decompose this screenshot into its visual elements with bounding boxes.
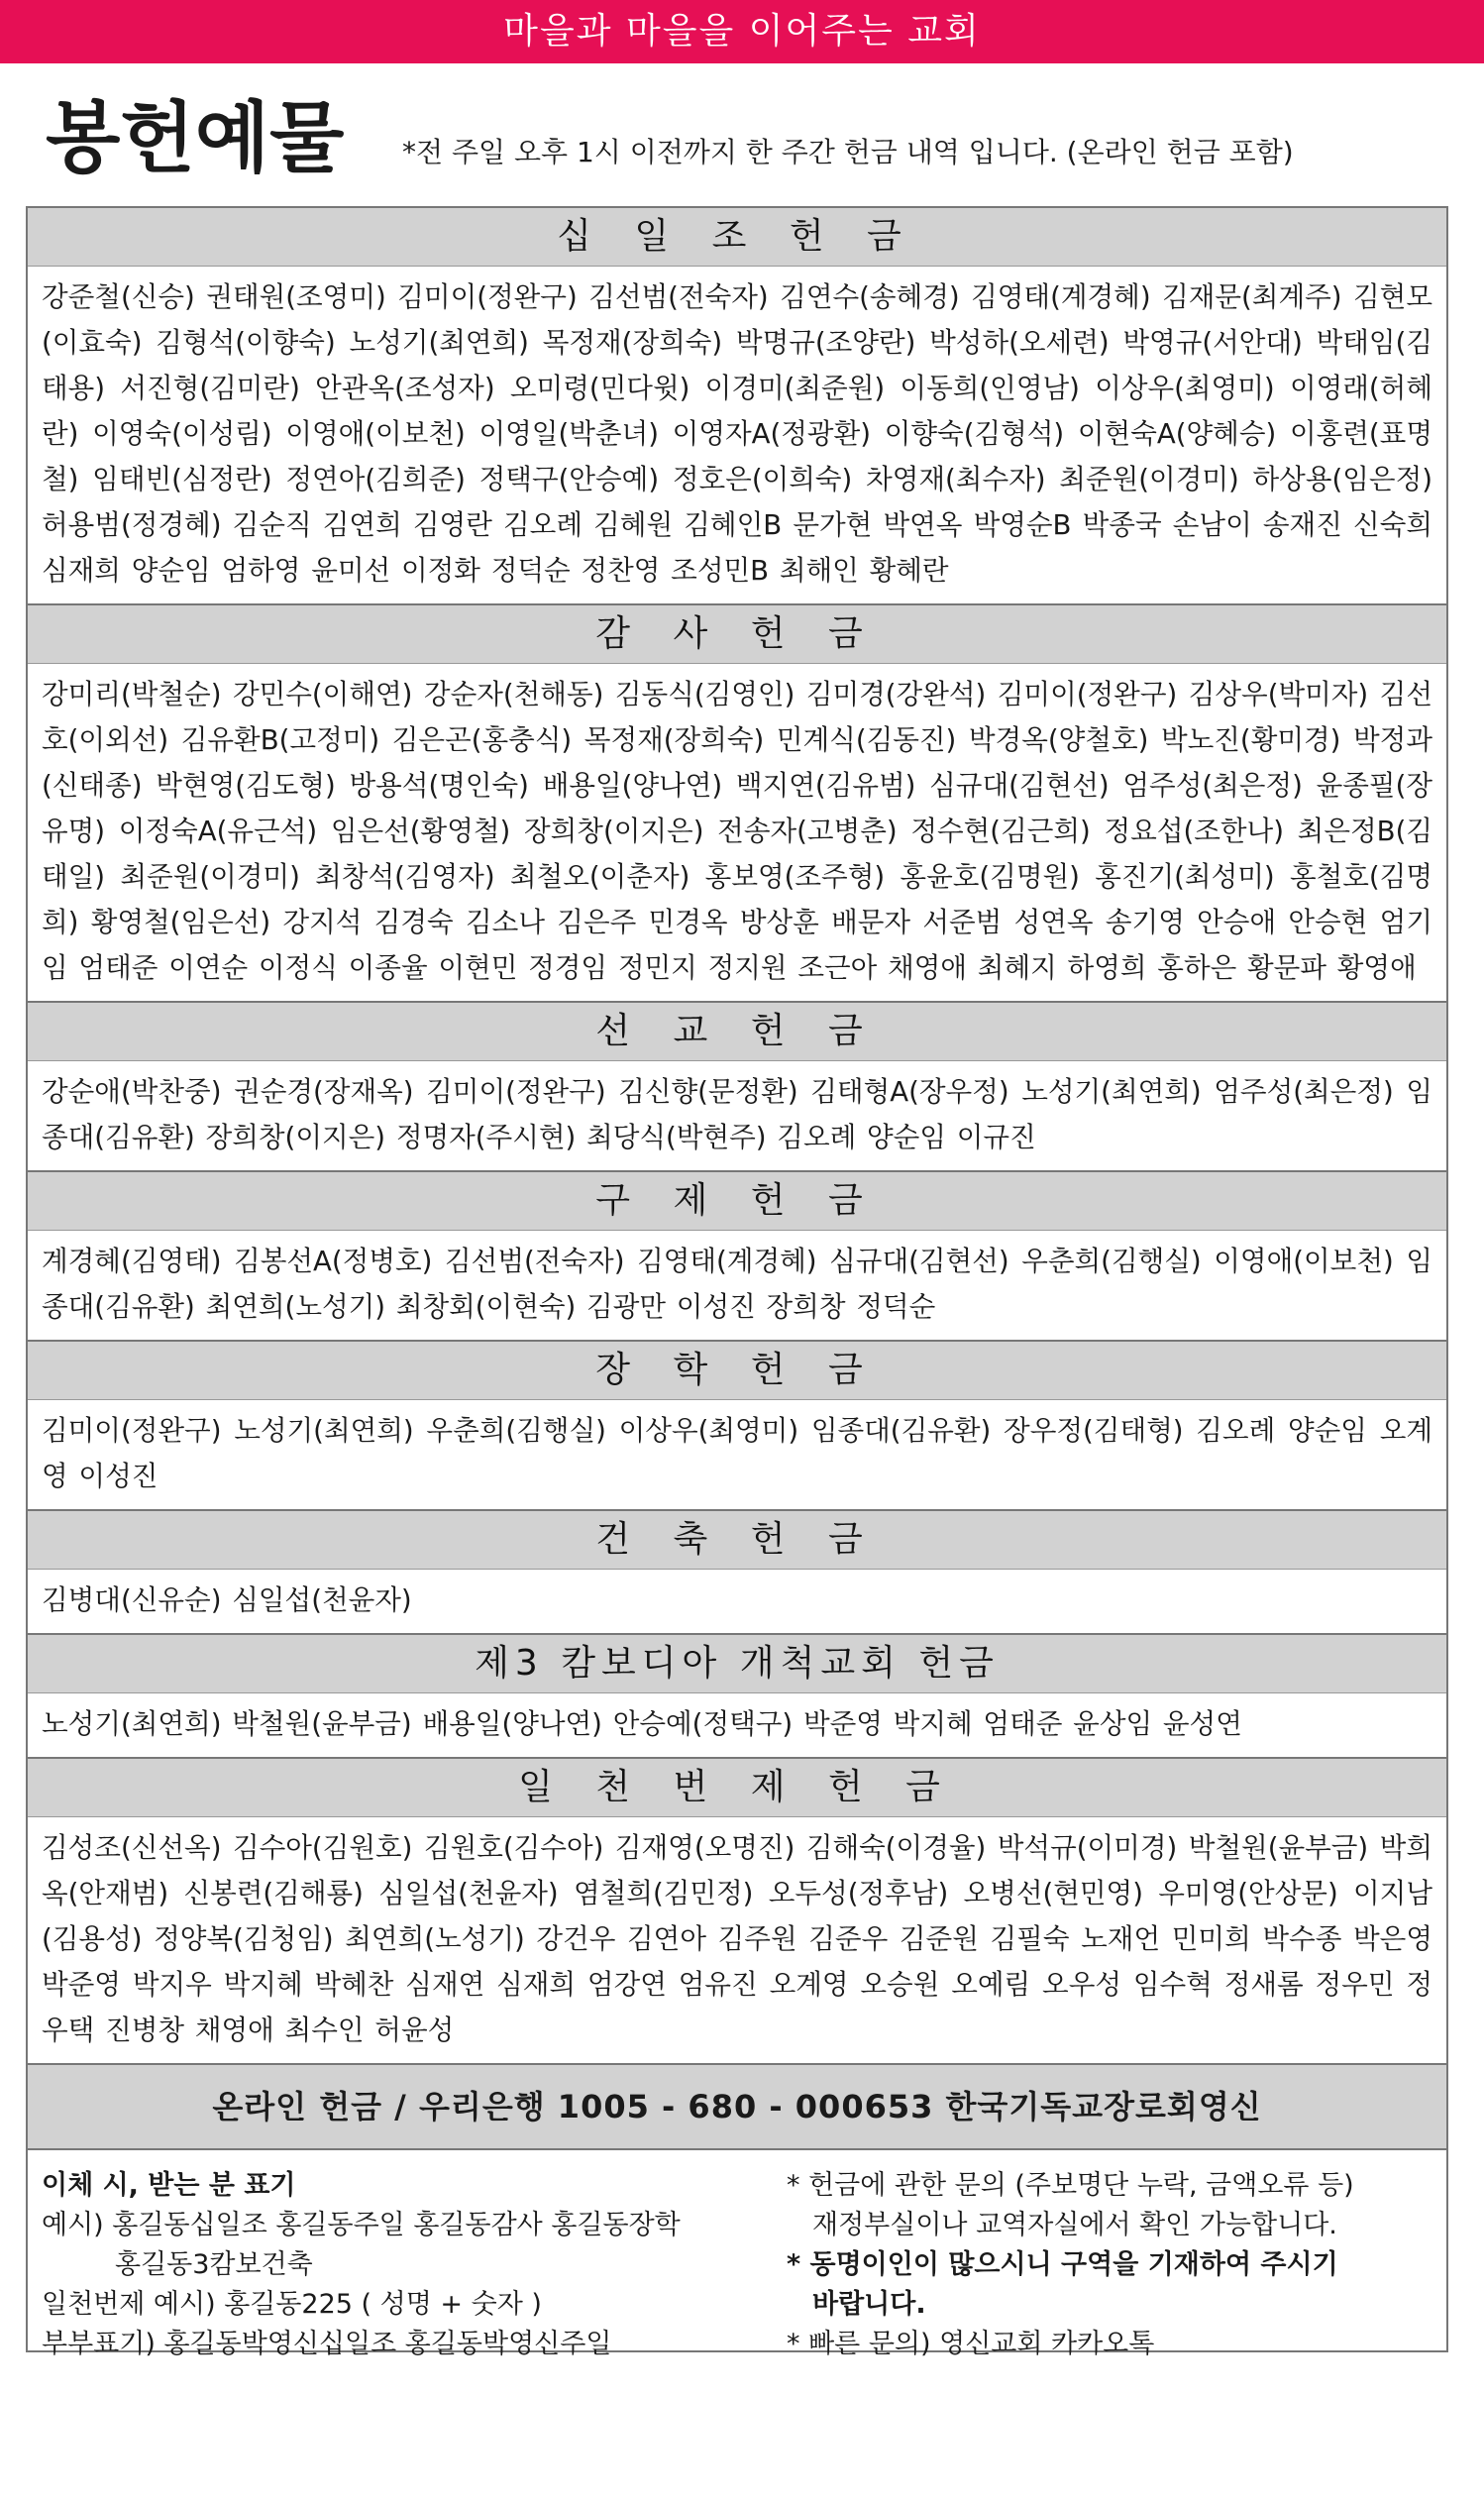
inquiry-notes: [787, 2166, 1432, 2359]
transfer-example: 예시) 홍길동십일조 홍길동주일 홍길동감사 홍길동장학: [42, 2210, 681, 2240]
inquiry-note: * 헌금에 관한 문의 (주보명단 누락, 금액오류 등): [787, 2170, 1354, 2201]
transfer-example-cont: 홍길동3캄보건축: [115, 2249, 313, 2280]
homonym-note-cont: 바랍니다.: [812, 2289, 926, 2320]
couple-example: 부부표기) 홍길동박영신십일조 홍길동박영신주일: [42, 2329, 612, 2359]
thousand-example: 일천번제 예시) 홍길동225 ( 성명 + 숫자 ): [42, 2289, 542, 2320]
building-names: 김병대(신유순) 심일섭(천윤자): [28, 1570, 1446, 1635]
top-banner: 마을과 마을을 이어주는 교회: [0, 0, 1484, 63]
mission-heading: 선 교 헌 금: [28, 1003, 1446, 1061]
mission-names: 강순애(박찬중) 권순경(장재옥) 김미이(정완구) 김신향(문정환) 김태형A(장우정) 노성기(최연희) 엄주성(최은정) 임종대(김유환) 장희창(이지은) 정명자(주시현) 최당식(박현주) 김오례 양순임 이규진: [28, 1061, 1446, 1172]
thousand-names: 김성조(신선옥) 김수아(김원호) 김원호(김수아) 김재영(오명진) 김해숙(이경율) 박석규(이미경) 박철원(윤부금) 박희옥(안재범) 신봉련(김해룡) 심일섭(천윤자) 염철희(김민정) 오두성(정후남) 오병선(현민영) 우미영(안상문) 이지남(김용성) 정양복(김청임) 최연희(노성기) 강건우 김연아 김주원 김준우 김준원 김필숙 노재언 민미희 박수종 박은영 박준영 박지우 박지혜 박혜찬 심재연 심재희 엄강연 엄유진 오계영 오승원 오예림 오우성 임수혁 정새롬 정우민 정우택 진병창 채영애 최수인 허윤성: [28, 1817, 1446, 2065]
homonym-note: * 동명이인이 많으시니 구역을 기재하여 주시기: [787, 2249, 1338, 2280]
offering-sheet: [26, 206, 1448, 2359]
cambodia-heading: 제3 캄보디아 개척교회 헌금: [28, 1635, 1446, 1693]
scholarship-heading: 장 학 헌 금: [28, 1342, 1446, 1400]
thousand-heading: 일 천 번 제 헌 금: [28, 1759, 1446, 1817]
thanks-names: 강미리(박철순) 강민수(이해연) 강순자(천해동) 김동식(김영인) 김미경(강완석) 김미이(정완구) 김상우(박미자) 김선호(이외선) 김유환B(고정미) 김은곤(홍충식) 목정재(장희숙) 민계식(김동진) 박경옥(양철호) 박노진(황미경) 박정과(신태종) 박현영(김도형) 방용석(명인숙) 배용일(양나연) 백지연(김유범) 심규대(김현선) 엄주성(최은정) 윤종필(장유명) 이정숙A(유근석) 임은선(황영철) 장희창(이지은) 전송자(고병춘) 정수현(김근희) 정요섭(조한나) 최은정B(김태일) 최준원(이경미) 최창석(김영자) 최철오(이춘자) 홍보영(조주형) 홍윤호(김명원) 홍진기(최성미) 홍철호(김명희) 황영철(임은선) 강지석 김경숙 김소나 김은주 민경옥 방상훈 배문자 서준범 성연옥 송기영 안승애 안승현 엄기임 엄태준 이연순 이정식 이종율 이현민 정경임 정민지 정지원 조근아 채영애 최혜지 하영희 홍하은 황문파 황영애: [28, 664, 1446, 1003]
inquiry-note-cont: 재정부실이나 교역자실에서 확인 가능합니다.: [812, 2210, 1337, 2240]
online-giving-account: 온라인 헌금 / 우리은행 1005 - 680 - 000653 한국기독교장로회영신: [28, 2065, 1446, 2150]
building-heading: 건 축 헌 금: [28, 1511, 1446, 1570]
tithe-names: 강준철(신승) 권태원(조영미) 김미이(정완구) 김선범(전숙자) 김연수(송혜경) 김영태(계경혜) 김재문(최계주) 김현모(이효숙) 김형석(이향숙) 노성기(최연희) 목정재(장희숙) 박명규(조양란) 박성하(오세련) 박영규(서안대) 박태임(김태용) 서진형(김미란) 안관옥(조성자) 오미령(민다윗) 이경미(최준원) 이동희(인영남) 이상우(최영미) 이영래(허혜란) 이영숙(이성림) 이영애(이보천) 이영일(박춘녀) 이영자A(정광환) 이향숙(김형석) 이현숙A(양혜승) 이홍련(표명철) 임태빈(심정란) 정연아(김희준) 정택구(안승예) 정호은(이희숙) 차영재(최수자) 최준원(이경미) 하상용(임은정) 허용범(정경혜) 김순직 김연희 김영란 김오례 김혜원 김혜인B 문가현 박연옥 박영순B 박종국 손남이 송재진 신숙희 심재희 양순임 엄하영 윤미선 이정화 정덕순 정찬영 조성민B 최해인 황혜란: [28, 267, 1446, 605]
page-note: *전 주일 오후 1시 이전까지 한 주간 헌금 내역 입니다. (온라인 헌금 포함): [402, 136, 1294, 168]
kakao-note: * 빠른 문의) 영신교회 카카오톡: [787, 2329, 1155, 2359]
footer-notes: [28, 2150, 1446, 2359]
page-title: 봉헌예물: [46, 94, 345, 183]
scholarship-names: 김미이(정완구) 노성기(최연희) 우춘희(김행실) 이상우(최영미) 임종대(김유환) 장우정(김태형) 김오례 양순임 오계영 이성진: [28, 1400, 1446, 1511]
thanks-heading: 감 사 헌 금: [28, 605, 1446, 664]
relief-heading: 구 제 헌 금: [28, 1172, 1446, 1231]
tithe-heading: 십 일 조 헌 금: [28, 208, 1446, 267]
relief-names: 계경혜(김영태) 김봉선A(정병호) 김선범(전숙자) 김영태(계경혜) 심규대(김현선) 우춘희(김행실) 이영애(이보천) 임종대(김유환) 최연희(노성기) 최창회(이현숙) 김광만 이성진 장희창 정덕순: [28, 1231, 1446, 1342]
transfer-guide: [42, 2166, 787, 2359]
cambodia-names: 노성기(최연희) 박철원(윤부금) 배용일(양나연) 안승예(정택구) 박준영 박지혜 엄태준 윤상임 윤성연: [28, 1693, 1446, 1759]
transfer-guide-heading: 이체 시, 받는 분 표기: [42, 2170, 296, 2201]
